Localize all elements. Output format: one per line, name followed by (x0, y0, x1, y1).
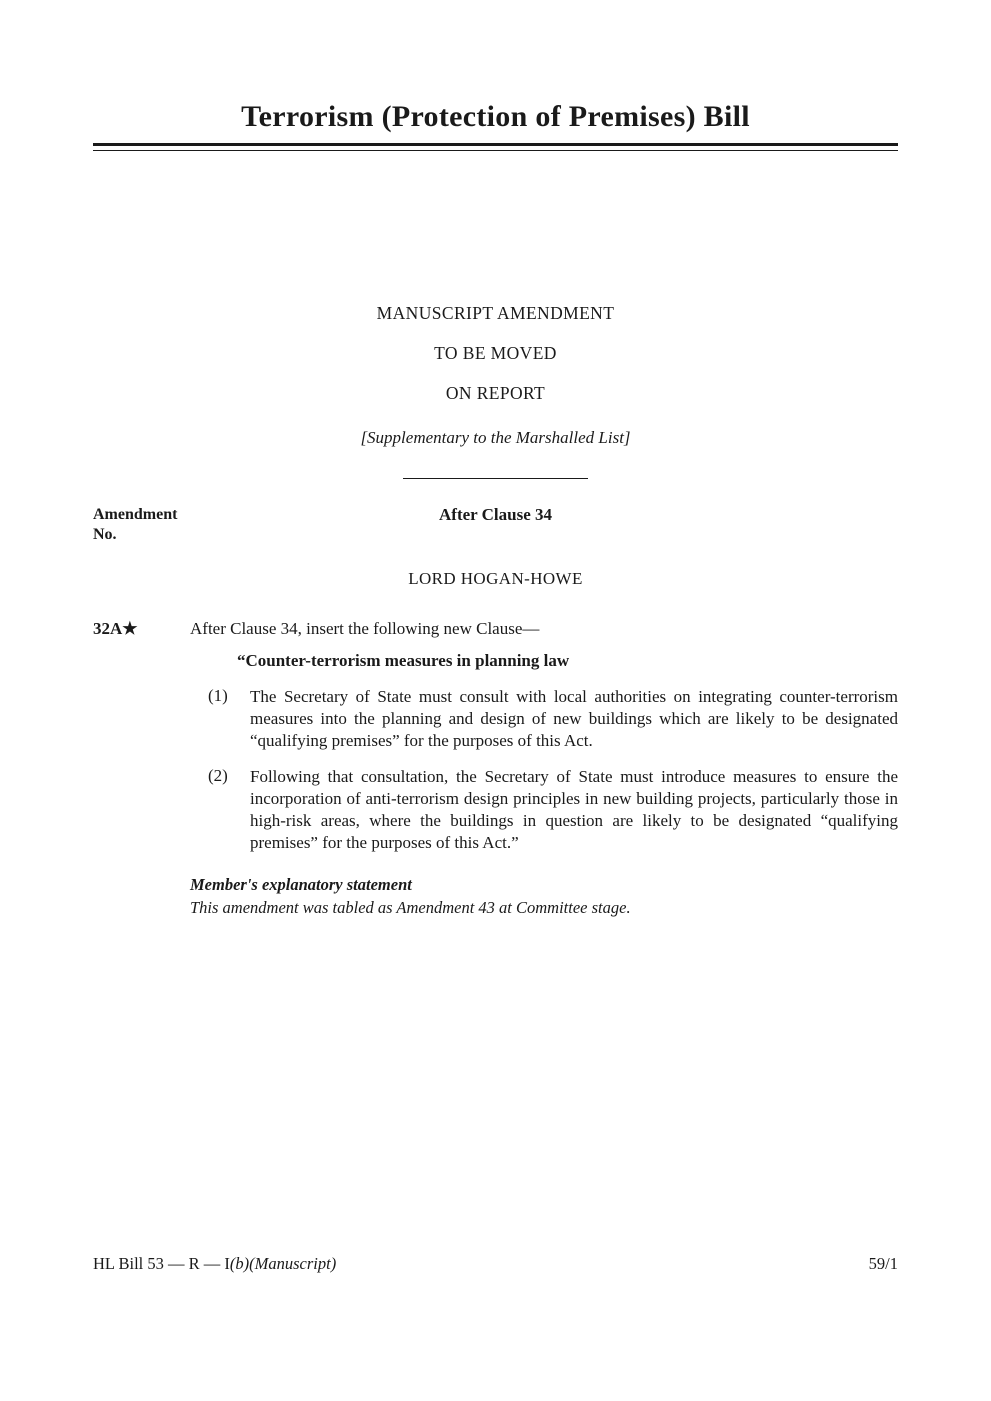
clause-item-2-text: Following that consultation, the Secretary of State must introduce measures to ensure the incorporation of anti-terrorism design principles in new building projects, particularly those in high-risk areas, where the buildings in question are likely to be designated “qualifying premises” for the purposes of this Act.” (250, 767, 898, 852)
member-name: LORD HOGAN-HOWE (408, 569, 583, 588)
new-clause-title: “Counter-terrorism measures in planning law (237, 651, 570, 670)
heading-line-2: TO BE MOVED (434, 343, 557, 363)
footer-page-number: 59/1 (868, 1254, 898, 1273)
amendment-no-label-line2: No. (93, 526, 117, 543)
footer-bill-reference-regular: HL Bill 53 — R — I (93, 1254, 230, 1273)
explanatory-statement (190, 875, 898, 918)
clause-heading: After Clause 34 (439, 505, 552, 524)
heading-line-1: MANUSCRIPT AMENDMENT (376, 303, 615, 323)
page-footer (93, 1254, 898, 1274)
explanatory-statement-text: This amendment was tabled as Amendment 43 at Committee stage. (190, 898, 631, 918)
amendment-block (93, 619, 898, 639)
clause-item-1-number: (1) (208, 686, 228, 705)
title-rule (93, 143, 898, 151)
footer-bill-reference-italic: (b)(Manuscript) (229, 1254, 337, 1273)
clause-item-2-number: (2) (208, 766, 228, 786)
amendment-instruction: After Clause 34, insert the following new Clause— (190, 619, 540, 638)
amendment-number: 32A★ (93, 619, 138, 638)
heading-block (93, 303, 898, 404)
clause-item-2 (208, 766, 898, 853)
clause-item-1-text: The Secretary of State must consult with local authorities on integrating counter-terrorism measures into the planning and design of new buildings which are likely to be designated “qualifying premises” for the purposes of this Act. (250, 687, 898, 750)
clause-item-1 (208, 686, 898, 751)
clause-heading-row (93, 505, 898, 549)
heading-line-3: ON REPORT (445, 383, 546, 403)
explanatory-statement-heading: Member's explanatory statement (190, 875, 412, 895)
footer-bill-reference (93, 1254, 336, 1274)
supplementary-note: [Supplementary to the Marshalled List] (360, 428, 631, 447)
page-title: Terrorism (Protection of Premises) Bill (241, 100, 750, 133)
amendment-no-label-line1: Amendment (93, 506, 178, 523)
amendment-no-label (93, 505, 177, 545)
section-divider (403, 478, 588, 479)
